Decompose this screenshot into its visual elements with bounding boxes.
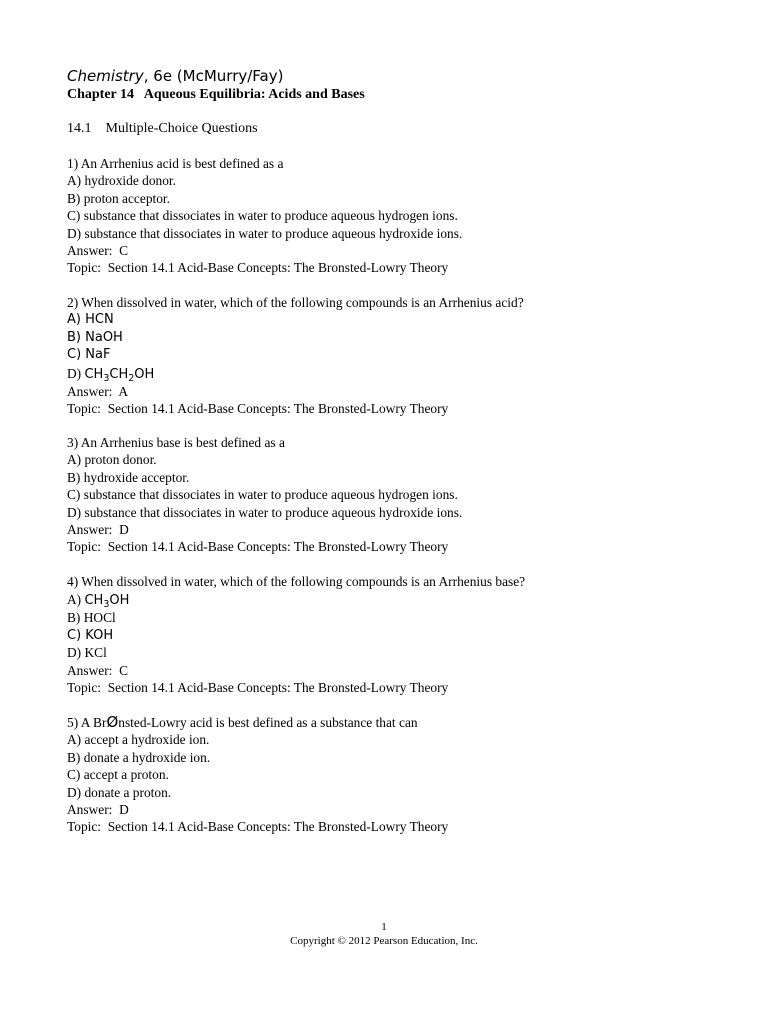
question-4 xyxy=(67,573,525,696)
chapter-title: Chapter 14 Aqueous Equilibria: Acids and Bases xyxy=(67,87,365,102)
topic: Topic: Section 14.1 Acid-Base Concepts: The Bronsted-Lowry Theory xyxy=(67,679,449,695)
choice-d xyxy=(67,364,524,383)
question-1 xyxy=(67,155,462,277)
choice-letter: D) xyxy=(67,365,85,381)
question-stem: 4) When dissolved in water, which of the following compounds is an Arrhenius base? xyxy=(67,574,526,589)
formula-part: CH xyxy=(84,366,104,382)
topic: Topic: Section 14.1 Acid-Base Concepts: The Bronsted-Lowry Theory xyxy=(67,819,449,835)
choice-c: C) accept a proton. xyxy=(67,767,169,783)
o-slash-symbol: Ø xyxy=(106,713,119,731)
topic: Topic: Section 14.1 Acid-Base Concepts: The Bronsted-Lowry Theory xyxy=(67,400,449,416)
question-stem xyxy=(67,714,448,731)
choice-b: B) proton acceptor. xyxy=(67,190,170,206)
topic: Topic: Section 14.1 Acid-Base Concepts: The Bronsted-Lowry Theory xyxy=(67,260,449,276)
answer: Answer: D xyxy=(67,801,129,817)
question-stem: 2) When dissolved in water, which of the following compounds is an Arrhenius acid? xyxy=(67,295,524,310)
answer: Answer: C xyxy=(67,242,128,258)
formula-subscript: 3 xyxy=(103,599,110,611)
question-stem: 3) An Arrhenius base is best defined as a xyxy=(67,435,285,450)
question-5 xyxy=(67,714,448,836)
book-title-edition: , 6e (McMurry/Fay) xyxy=(143,67,284,85)
formula-part: OH xyxy=(109,593,130,609)
formula-part: CH xyxy=(84,593,104,609)
answer: Answer: A xyxy=(67,383,128,399)
choice-a: A) HCN xyxy=(67,312,114,328)
question-3 xyxy=(67,434,462,556)
stem-text: nsted-Lowry acid is best defined as a substance that can xyxy=(118,715,418,730)
choice-a: A) hydroxide donor. xyxy=(67,173,176,189)
question-stem: 1) An Arrhenius acid is best defined as a xyxy=(67,156,284,171)
formula-subscript: 2 xyxy=(128,372,135,384)
choice-d: D) donate a proton. xyxy=(67,784,172,800)
choice-d: D) substance that dissociates in water to produce aqueous hydroxide ions. xyxy=(67,225,463,241)
choice-c: C) KOH xyxy=(67,627,114,643)
choice-c: C) NaF xyxy=(67,347,111,363)
question-2 xyxy=(67,294,524,417)
stem-text: 5) A Br xyxy=(67,715,107,730)
topic: Topic: Section 14.1 Acid-Base Concepts: The Bronsted-Lowry Theory xyxy=(67,539,449,555)
choice-a xyxy=(67,590,525,609)
book-title-italic: Chemistry xyxy=(67,67,144,85)
page-number: 1 xyxy=(381,921,387,933)
formula-part: CH xyxy=(109,366,129,382)
answer: Answer: C xyxy=(67,662,128,678)
answer: Answer: D xyxy=(67,521,129,537)
choice-b: B) donate a hydroxide ion. xyxy=(67,749,211,765)
choice-c: C) substance that dissociates in water to produce aqueous hydrogen ions. xyxy=(67,208,458,224)
choice-d: D) KCl xyxy=(67,645,107,661)
formula-subscript: 3 xyxy=(103,372,110,384)
choice-a: A) accept a hydroxide ion. xyxy=(67,732,210,748)
copyright-notice: Copyright © 2012 Pearson Education, Inc. xyxy=(290,935,478,947)
choice-a: A) proton donor. xyxy=(67,452,157,468)
choice-c: C) substance that dissociates in water to produce aqueous hydrogen ions. xyxy=(67,487,458,503)
choice-b: B) hydroxide acceptor. xyxy=(67,469,190,485)
choice-b: B) NaOH xyxy=(67,329,123,345)
choice-letter: A) xyxy=(67,592,85,608)
choice-d: D) substance that dissociates in water to produce aqueous hydroxide ions. xyxy=(67,504,463,520)
choice-b: B) HOCl xyxy=(67,610,116,626)
formula-part: OH xyxy=(134,366,155,382)
book-title xyxy=(67,66,283,86)
section-heading: 14.1 Multiple-Choice Questions xyxy=(67,121,258,136)
